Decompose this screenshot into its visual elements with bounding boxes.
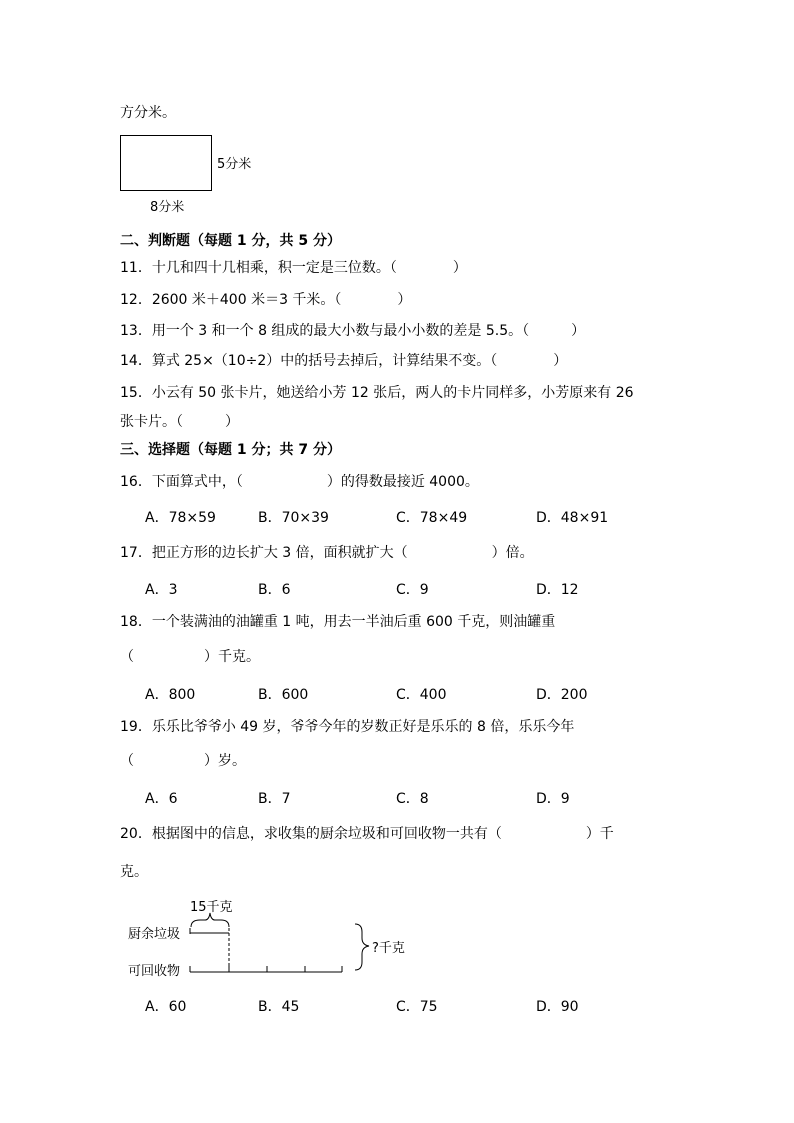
question-20-line2: 克。 [120,864,148,880]
question-15-line1: 15．小云有 50 张卡片，她送给小芳 12 张后，两人的卡片同样多，小芳原来有 26 [120,385,634,401]
q17-option-b: B．6 [258,582,291,598]
rect-bottom-label: 8分米 [150,200,185,215]
diagram-row1-label: 厨余垃圾 [128,927,181,942]
rectangle-figure [120,135,212,191]
q16-option-c: C．78×49 [396,510,468,526]
diagram-row2-label: 可回收物 [128,964,181,979]
question-15-line2: 张卡片。（ ） [120,414,239,430]
q16-option-b: B．70×39 [258,510,329,526]
question-13: 13．用一个 3 和一个 8 组成的最大小数与最小小数的差是 5.5。（ ） [120,323,586,339]
q17-option-a: A．3 [145,582,178,598]
q17-option-c: C．9 [396,582,429,598]
question-16: 16．下面算式中，（ ）的得数最接近 4000。 [120,474,479,490]
q18-option-b: B．600 [258,687,309,703]
q20-option-d: D．90 [536,999,579,1015]
row2-bar [190,966,342,972]
question-18-line1: 18．一个装满油的油罐重 1 吨，用去一半油后重 600 千克，则油罐重 [120,614,556,630]
q17-option-d: D．12 [536,582,579,598]
question-18-line2: （ ）千克。 [120,649,260,665]
q20-option-a: A．60 [145,999,187,1015]
q20-option-c: C．75 [396,999,438,1015]
right-brace [355,924,369,970]
question-14: 14．算式 25×（10÷2）中的括号去掉后，计算结果不变。（ ） [120,353,568,369]
rect-side-label: 5分米 [217,157,252,172]
q20-option-b: B．45 [258,999,300,1015]
diagram-top-label: 15千克 [190,900,233,915]
row1-bar [190,928,229,934]
section2-heading: 二、判断题（每题 1 分，共 5 分） [120,233,341,249]
question-12: 12．2600 米＋400 米＝3 千米。（ ） [120,292,412,308]
top-line-text: 方分米。 [120,105,176,121]
q18-option-a: A．800 [145,687,196,703]
q16-option-d: D．48×91 [536,510,609,526]
question-17: 17．把正方形的边长扩大 3 倍，面积就扩大（ ）倍。 [120,545,534,561]
question-19-line1: 19．乐乐比爷爷小 49 岁，爷爷今年的岁数正好是乐乐的 8 倍，乐乐今年 [120,719,575,735]
diagram-total-label: ?千克 [372,941,405,956]
q19-option-b: B．7 [258,791,291,807]
q19-option-c: C．8 [396,791,429,807]
q16-option-a: A．78×59 [145,510,216,526]
question-20-line1: 20．根据图中的信息，求收集的厨余垃圾和可回收物一共有（ ）千 [120,826,614,842]
q19-option-d: D．9 [536,791,570,807]
question-11: 11．十几和四十几相乘，积一定是三位数。（ ） [120,260,467,276]
section3-heading: 三、选择题（每题 1 分；共 7 分） [120,442,341,458]
q18-option-c: C．400 [396,687,447,703]
question-19-line2: （ ）岁。 [120,753,246,769]
q18-option-d: D．200 [536,687,588,703]
q19-option-a: A．6 [145,791,178,807]
top-brace [191,913,229,927]
